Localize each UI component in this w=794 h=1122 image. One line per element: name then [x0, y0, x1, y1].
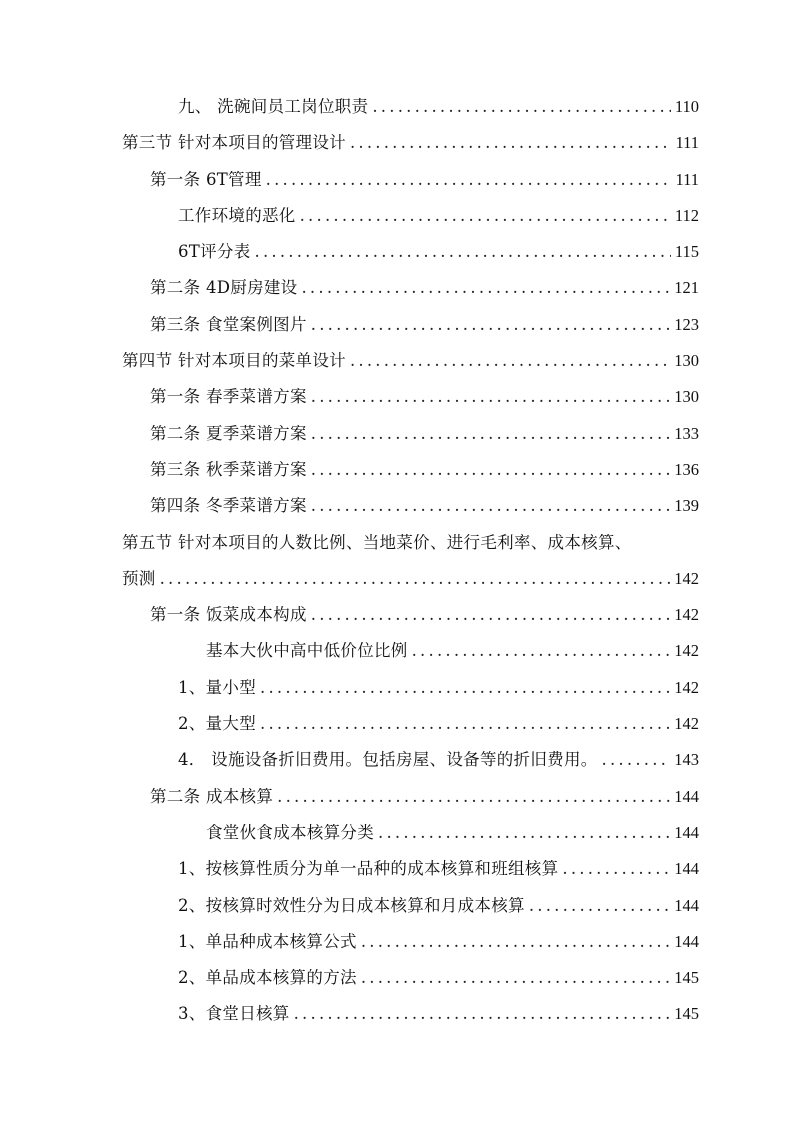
toc-entry-title: 6T评分表 [178, 242, 251, 262]
toc-entry-title: 4． 设施设备折旧费用。包括房屋、设备等的折旧费用。 [178, 750, 598, 770]
toc-leader-dots [529, 888, 670, 924]
toc-entry-title: 基本大伙中高中低价位比例 [206, 641, 408, 661]
toc-page-number: 145 [674, 1004, 699, 1024]
toc-page-number: 144 [674, 931, 699, 951]
toc-leader-dots [602, 742, 671, 778]
toc-entry-title: 第五节 针对本项目的人数比例、当地菜价、进行毛利率、成本核算、 [122, 532, 632, 552]
toc-leader-dots [311, 379, 671, 415]
toc-page-number: 136 [674, 459, 699, 479]
toc-page-number: 144 [674, 822, 699, 842]
toc-leader-dots [378, 815, 670, 851]
toc-page-number: 142 [674, 568, 699, 588]
toc-entry[interactable] [0, 815, 794, 851]
toc-entry[interactable] [0, 561, 794, 597]
toc-page-number: 142 [674, 677, 699, 697]
toc-leader-dots [350, 343, 670, 379]
toc-entry[interactable] [0, 742, 794, 778]
toc-entry[interactable] [0, 633, 794, 669]
toc-entry[interactable] [0, 452, 794, 488]
toc-page-number: 130 [674, 387, 699, 407]
toc-entry-title: 1、按核算性质分为单一品种的成本核算和班组核算 [178, 859, 559, 879]
toc-entry[interactable] [0, 198, 794, 234]
toc-leader-dots [255, 234, 671, 270]
toc-entry-title: 第二条 4D厨房建设 [150, 278, 298, 298]
toc-entry-title: 第三条 秋季菜谱方案 [150, 459, 307, 479]
toc-entry-title: 第二条 夏季菜谱方案 [150, 423, 307, 443]
toc-page-number: 121 [674, 278, 699, 298]
toc-leader-dots [277, 779, 670, 815]
toc-leader-dots [311, 307, 671, 343]
toc-entry[interactable] [0, 779, 794, 815]
toc-leader-dots [300, 198, 671, 234]
toc-entry[interactable] [0, 343, 794, 379]
toc-leader-dots [160, 561, 671, 597]
toc-page-number: 142 [674, 714, 699, 734]
toc-page-number: 133 [674, 423, 699, 443]
toc-entry[interactable] [0, 162, 794, 198]
toc-page-number: 144 [674, 786, 699, 806]
toc-leader-dots [361, 960, 670, 996]
toc-page-number: 144 [674, 895, 699, 915]
toc-entry-title: 第四节 针对本项目的菜单设计 [122, 351, 346, 371]
toc-entry[interactable] [0, 670, 794, 706]
toc-entry[interactable] [0, 996, 794, 1032]
toc-entry-title: 第三节 针对本项目的管理设计 [122, 133, 346, 153]
toc-leader-dots [562, 851, 670, 887]
toc-entry[interactable] [0, 234, 794, 270]
toc-leader-dots [311, 488, 671, 524]
toc-leader-dots [412, 633, 671, 669]
toc-entry-title: 九、 洗碗间员工岗位职责 [178, 97, 369, 116]
toc-entry-title: 第一条 6T管理 [150, 169, 262, 189]
toc-page-number: 123 [674, 314, 699, 334]
toc-leader-dots [260, 670, 670, 706]
toc-entry-title: 工作环境的恶化 [178, 205, 296, 225]
toc-leader-dots [311, 452, 671, 488]
toc-entry[interactable] [0, 597, 794, 633]
toc-leader-dots [266, 162, 672, 198]
toc-page-number: 142 [674, 641, 699, 661]
toc-entry[interactable] [0, 706, 794, 742]
toc-page-number: 142 [674, 605, 699, 625]
toc-entry-title: 食堂伙食成本核算分类 [206, 822, 374, 842]
toc-entry-title: 第一条 饭菜成本构成 [150, 605, 307, 625]
toc-page-number: 110 [674, 97, 699, 116]
toc-entry-title: 2、量大型 [178, 714, 256, 734]
toc-page-number: 145 [674, 968, 699, 988]
toc-page-number: 130 [674, 351, 699, 371]
toc-entry-title: 3、食堂日核算 [178, 1004, 290, 1024]
toc-leader-dots [372, 89, 671, 125]
table-of-contents [0, 89, 794, 1033]
toc-entry-title: 第三条 食堂案例图片 [150, 314, 307, 334]
toc-entry[interactable] [0, 379, 794, 415]
toc-entry-title: 1、单品种成本核算公式 [178, 931, 357, 951]
toc-entry-title: 第一条 春季菜谱方案 [150, 387, 307, 407]
toc-page-number: 139 [674, 496, 699, 516]
toc-leader-dots [294, 996, 671, 1032]
toc-leader-dots [350, 125, 672, 161]
toc-entry[interactable] [0, 270, 794, 306]
toc-entry-title: 2、按核算时效性分为日成本核算和月成本核算 [178, 895, 525, 915]
toc-page-number: 115 [674, 242, 699, 262]
toc-entry[interactable] [0, 416, 794, 452]
toc-page-number: 144 [674, 859, 699, 879]
toc-entry-title: 2、单品成本核算的方法 [178, 968, 357, 988]
toc-leader-dots [260, 706, 670, 742]
toc-page-number: 111 [675, 169, 699, 189]
toc-leader-dots [361, 924, 670, 960]
toc-leader-dots [301, 270, 670, 306]
toc-entry[interactable] [0, 888, 794, 924]
toc-leader-dots [311, 416, 671, 452]
toc-entry[interactable] [0, 924, 794, 960]
toc-page-number: 112 [674, 205, 699, 225]
toc-entry-title: 第二条 成本核算 [150, 786, 274, 806]
toc-entry[interactable] [0, 488, 794, 524]
toc-entry-title: 预测 [122, 568, 156, 588]
toc-entry[interactable] [0, 89, 794, 125]
toc-entry[interactable] [0, 960, 794, 996]
toc-entry-title: 第四条 冬季菜谱方案 [150, 496, 307, 516]
toc-entry-title: 1、量小型 [178, 677, 256, 697]
toc-page-number: 111 [675, 133, 699, 153]
toc-leader-dots [311, 597, 671, 633]
toc-entry[interactable] [0, 851, 794, 887]
toc-entry-wrapped-title[interactable] [0, 525, 794, 561]
toc-page-number: 143 [674, 750, 699, 770]
toc-entry[interactable] [0, 125, 794, 161]
toc-entry[interactable] [0, 307, 794, 343]
